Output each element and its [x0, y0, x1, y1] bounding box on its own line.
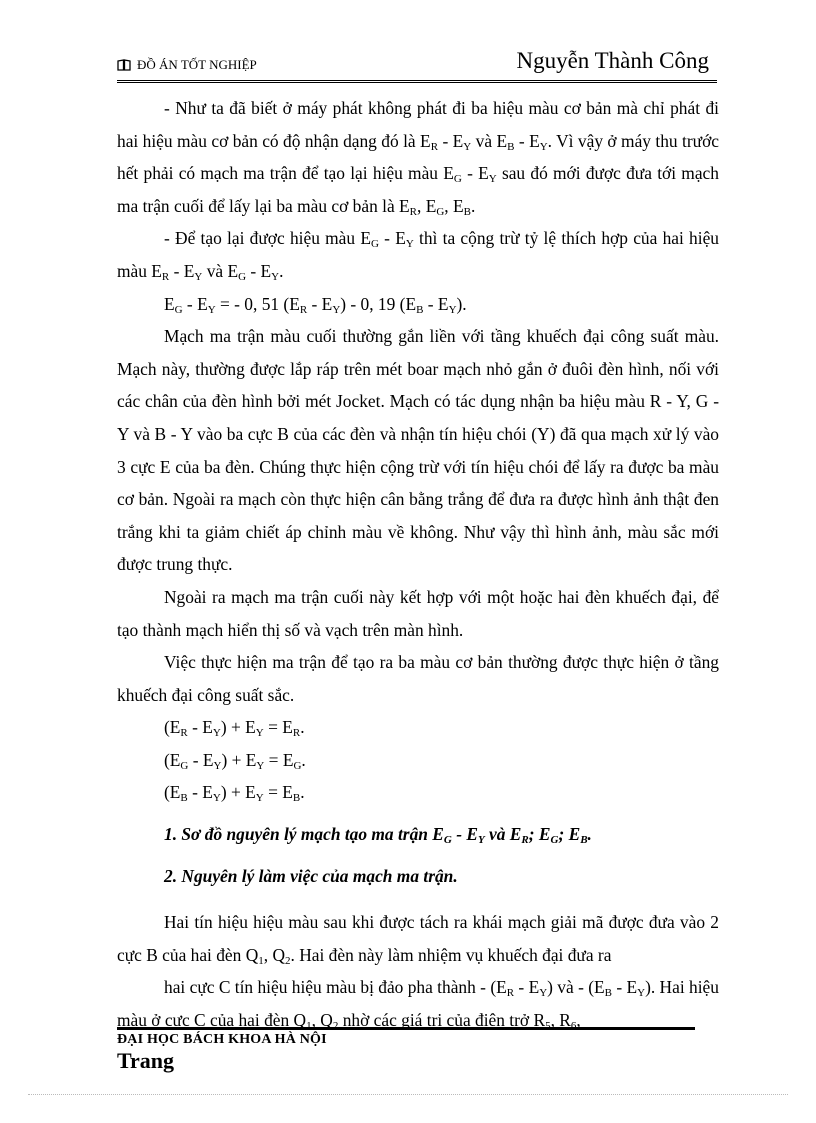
- paragraph-2: - Để tạo lại được hiệu màu $E_G - E_Y$ thì ta cộng trừ tỷ lệ thích hợp của hai hiệu màu $E_R - E_Y$ và $E_G - E_Y$.: [117, 228, 719, 283]
- paragraph-3: Mạch ma trận màu cuối thường gắn liền với tầng khuếch đại công suất màu. Mạch này, thường được lắp ráp trên mét boar mạch nhỏ gắn ở đuôi đèn hình, nối với các chân của đèn hình bởi mét Jocket. Mạch có tác dụng nhận ba hiệu màu R - Y, G - Y và B - Y vào ba cực B của các đèn và nhận tín hiệu chói (Y) đã qua mạch xử lý vào 3 cực E của ba đèn. Chúng thực hiện cộng trừ với tín hiệu chói để lấy ra được ba màu cơ bản. Ngoài ra mạch còn thực hiện cân bằng trắng để đưa ra được hình ảnh thật đen trắng khi ta giảm chiết áp chỉnh màu về không. Như vậy thì hình ảnh, màu sắc mới được trung thực.: [117, 326, 719, 575]
- section-heading-1: 1. Sơ đồ nguyên lý mạch tạo ma trận $E_G - E_Y$ và $E_R$; $E_G$; $E_B$.: [164, 824, 592, 847]
- section-heading-2: 2. Nguyên lý làm việc của mạch ma trận.: [164, 865, 458, 886]
- header-author: Nguyễn Thành Công: [516, 48, 709, 73]
- book-icon: [117, 59, 131, 71]
- paragraph-6: Hai tín hiệu hiệu màu sau khi được tách ra khái mạch giải mã được đưa vào 2 cực B của hai đèn $Q_1$, $Q_2$. Hai đèn này làm nhiệm vụ khuếch đại đưa ra: [117, 912, 719, 967]
- header-left: [117, 57, 257, 73]
- document-body: [117, 92, 719, 1037]
- footer-page-label: Trang: [117, 1048, 175, 1073]
- formula-eb: $(E_B - E_Y) + E_Y = E_B$.: [164, 782, 305, 805]
- page-bottom-divider: [28, 1094, 788, 1095]
- header-title: ĐỒ ÁN TỐT NGHIỆP: [137, 57, 257, 72]
- formula-er: $(E_R - E_Y) + E_Y = E_R$.: [164, 717, 305, 740]
- footer-school: ĐẠI HỌC BÁCH KHOA HÀ NỘI: [117, 1032, 327, 1047]
- paragraph-4: Ngoài ra mạch ma trận cuối này kết hợp với một hoặc hai đèn khuếch đại, để tạo thành mạch hiển thị số và vạch trên màn hình.: [117, 586, 719, 640]
- formula-eg-ey: $E_G - E_Y$ = - 0, 51 $(E_R - E_Y) - 0$, 19 $(E_B - E_Y)$.: [164, 293, 467, 316]
- paragraph-7: hai cực C tín hiệu hiệu màu bị đảo pha thành - $(E_R - E_Y)$ và - $(E_B - E_Y)$. Hai hiệu màu ở cực C của hai đèn $Q_1$, $Q_2$ nhờ các giá trị của điện trở $R_5$, $R_6$,: [117, 977, 719, 1033]
- page-header: [117, 44, 717, 83]
- paragraph-1: - Như ta đã biết ở máy phát không phát đi ba hiệu màu cơ bản mà chỉ phát đi hai hiệu màu cơ bản có độ nhận dạng đó là $E_R - E_Y$ và $E_B - E_Y$. Vì vậy ở máy thu trước hết phải có mạch ma trận để tạo lại hiệu màu $E_G - E_Y$ sau đó mới được đưa tới mạch ma trận cuối để lấy lại ba màu cơ bản là $E_R$, $E_G$, $E_B$.: [117, 98, 719, 218]
- formula-eg: $(E_G - E_Y) + E_Y = E_G$.: [164, 749, 306, 772]
- footer-divider: [117, 1027, 695, 1030]
- paragraph-5: Việc thực hiện ma trận để tạo ra ba màu cơ bản thường được thực hiện ở tầng khuếch đại công suất sắc.: [117, 652, 719, 705]
